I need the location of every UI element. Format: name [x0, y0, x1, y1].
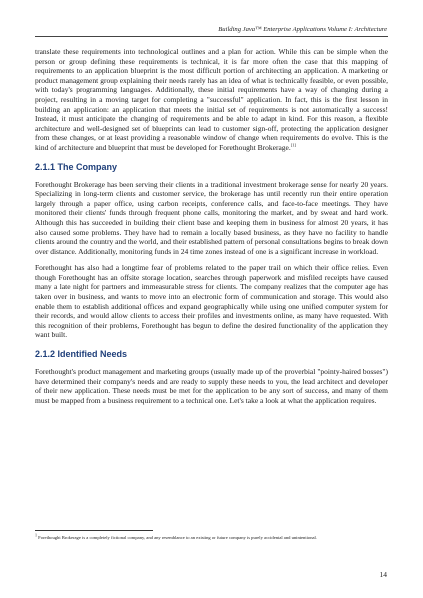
- footnote-rule: [35, 530, 153, 531]
- footnote-marker: 1: [35, 532, 37, 538]
- footnote-reference[interactable]: [1]: [290, 142, 297, 148]
- paragraph-paper-trail: Forethought has also had a longtime fear of problems related to the paper trail on which their office relies. Even though Forethought has an offsite storage location, searches through paperwork and misfiled receipts have caused many a late night for partners and immeasurable stress for clients. The company realizes that the computer age has taken over in business, and wants to move into an electronic form of communication and storage. This would also enable them to establish additional offices and expand geographically while using one unified computer system for their records, and would allow clients to access their profiles and investments online, as many have requested. With this recognition of their problems, Forethought has begun to define the desired functionality of the application they want built.: [35, 263, 388, 340]
- footnote-text: Forethought Brokerage is a completely fictional company, and any resemblance to an existing or future company is purely accidental and unintentional.: [38, 535, 317, 540]
- paragraph-requirements-text: translate these requirements into technological outlines and a plan for action. While this can be simple when the person or group defining these requirements is technical, it is far more often the case that this mapping of requirements to an application blueprint is the most difficult portion of architecting an application. A marketing or product management group explaining their needs rarely has an idea of what is technically feasible, or even possible, with today's programming languages. Additionally, these initial requirements have a way of changing during a project, resulting in a moving target for completing a "successful" application. In fact, this is the first lesson in building an application: an application that meets the initial set of requirements is not automatically a success! Instead, it must anticipate the changing of requirements and be able to adapt in kind. For this reason, a flexible architecture and well-designed set of blueprints can lead to customer sign-off, protecting the application designer from these changes, or at least providing a reasonable window of change when requirements do evolve. This is the kind of architecture and blueprint that must be developed for Forethought Brokerage.: [35, 47, 388, 152]
- paragraph-company-history: Forethought Brokerage has been serving their clients in a traditional investment brokerage sense for nearly 20 years. Specializing in long-term clients and customer service, the brokerage has until recently run their entire operation largely through a paper office, using carbon receipts, conference calls, and face-to-face meetings. They have monitored their clients' funds through frequent phone calls, monitoring the market, and by sweat and hard work. Although this has succeeded in building their client base and keeping them in business for almost 20 years, it has also caused some problems. They have had to remain a locally based business, as they have no facility to handle clients around the country and the world, and their established pattern of personal consultations begins to break down over distance. Additionally, monitoring funds in 24 time zones instead of one is a significant increase in workload.: [35, 179, 388, 256]
- page-content: [35, 47, 388, 412]
- header-rule: [35, 36, 388, 37]
- footnote: [35, 532, 388, 541]
- running-header: Building Java™ Enterprise Applications Volume I: Architecture: [218, 26, 387, 33]
- section-heading-the-company: 2.1.1 The Company: [35, 161, 118, 172]
- section-heading-identified-needs: 2.1.2 Identified Needs: [35, 349, 128, 360]
- page-number: 14: [379, 570, 387, 579]
- paragraph-requirements: [35, 47, 388, 153]
- paragraph-identified-needs: Forethought's product management and marketing groups (usually made up of the proverbial "pointy-haired bosses") have determined their company's needs and are ready to supply these needs to you, the lead architect and developer of their new application. These needs must be met for the application to be any sort of success, and many of them must be mapped from a business requirement to a technical one. Let's take a look at what the application requires.: [35, 367, 388, 405]
